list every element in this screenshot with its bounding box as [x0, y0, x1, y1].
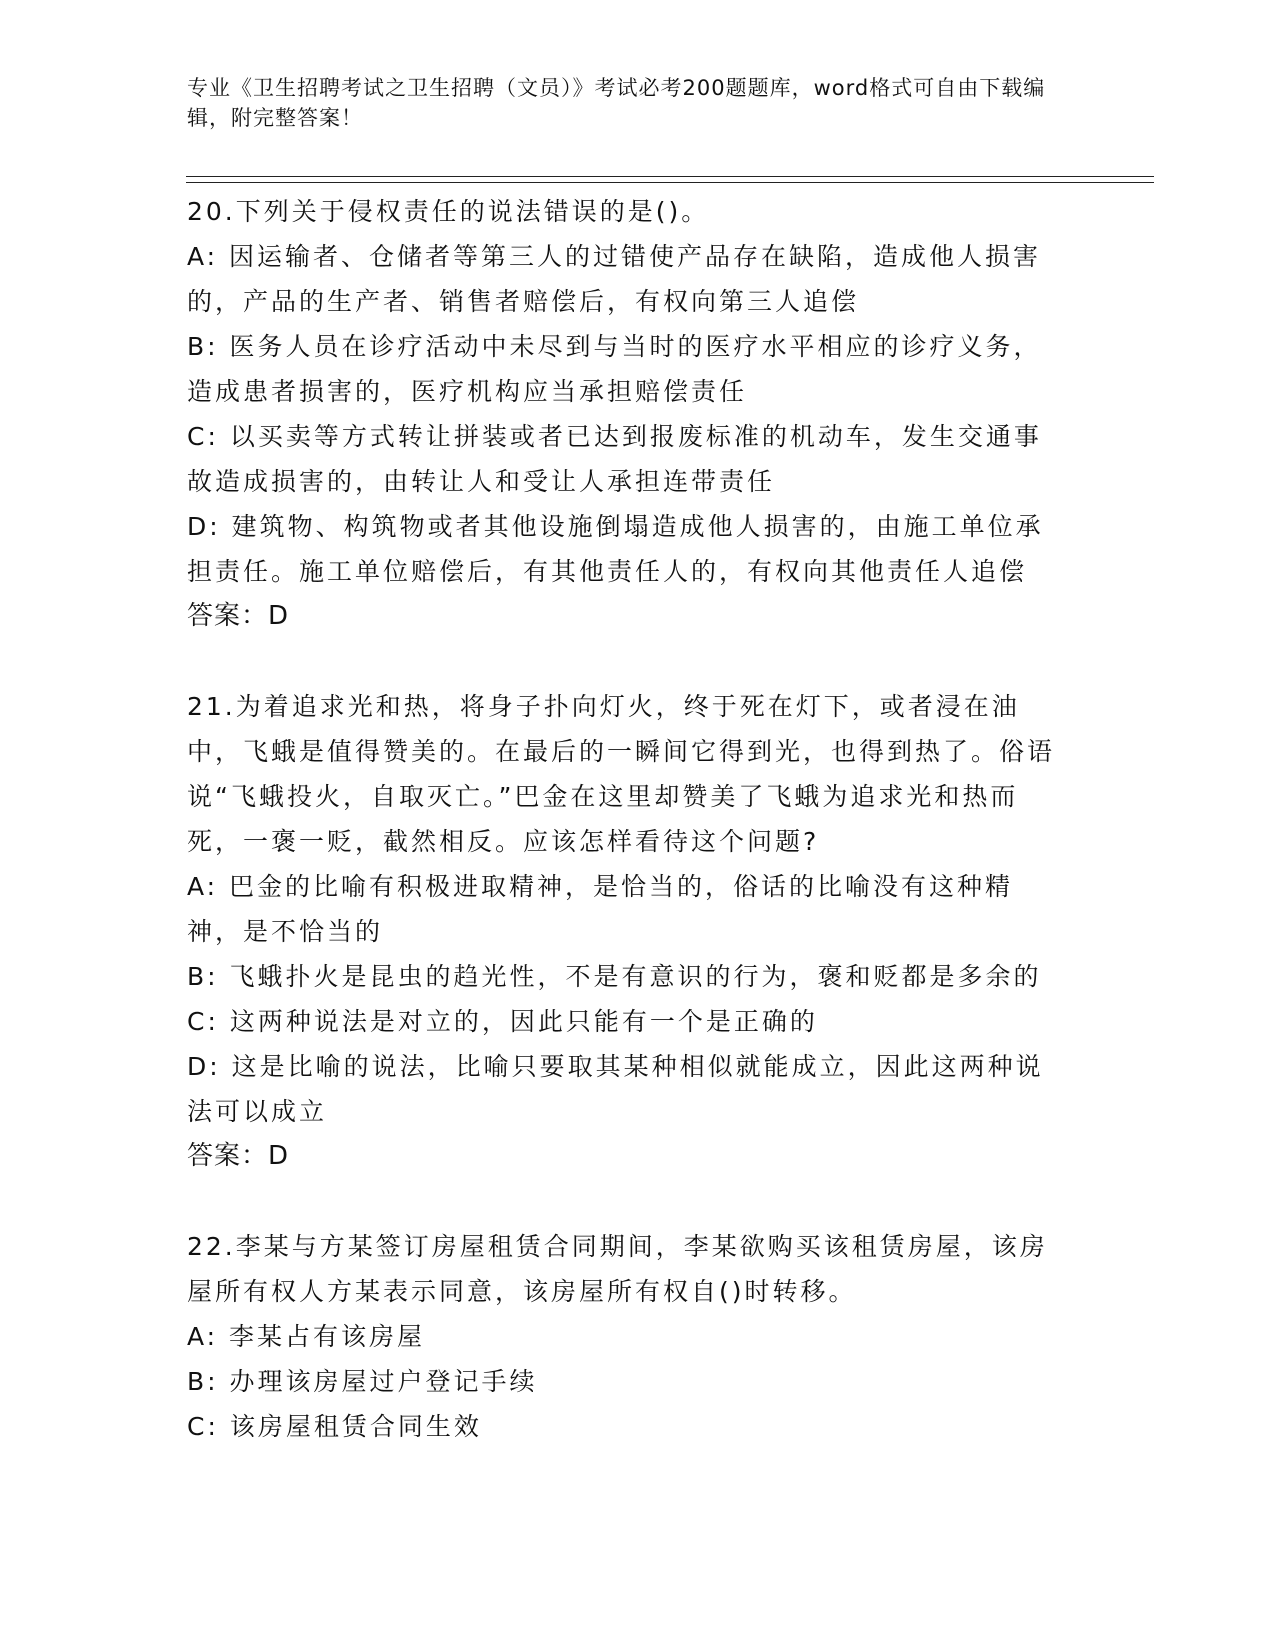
header-divider-top: [186, 176, 1154, 177]
question-20: [187, 189, 1067, 639]
option-b: B: 办理该房屋过户登记手续: [187, 1367, 538, 1396]
question-list: [187, 189, 1067, 1449]
option-b: B: 医务人员在诊疗活动中未尽到与当时的医疗水平相应的诊疗义务，造成患者损害的，医疗机构应当承担赔偿责任: [187, 332, 1042, 406]
answer: 答案：D: [187, 601, 290, 631]
option-b: B: 飞蛾扑火是昆虫的趋光性，不是有意识的行为，褒和贬都是多余的: [187, 962, 1042, 991]
option-a: A: 李某占有该房屋: [187, 1322, 426, 1351]
question-21: [187, 684, 1067, 1179]
question-stem: 20.下列关于侵权责任的说法错误的是()。: [187, 197, 710, 226]
answer: 答案：D: [187, 1141, 290, 1171]
question-stem: 22.李某与方某签订房屋租赁合同期间，李某欲购买该租赁房屋，该房屋所有权人方某表示同意，该房屋所有权自()时转移。: [187, 1232, 1048, 1306]
option-c: C: 以买卖等方式转让拼装或者已达到报废标准的机动车，发生交通事故造成损害的，由转让人和受让人承担连带责任: [187, 422, 1042, 496]
header-text: 专业《卫生招聘考试之卫生招聘（文员）》考试必考200题题库，word格式可自由下载编辑，附完整答案！: [187, 76, 1046, 130]
option-d: D: 建筑物、构筑物或者其他设施倒塌造成他人损害的，由施工单位承担责任。施工单位赔偿后，有其他责任人的，有权向其他责任人追偿: [187, 512, 1044, 586]
page-header: [187, 73, 1067, 133]
option-d: D: 这是比喻的说法，比喻只要取其某种相似就能成立，因此这两种说法可以成立: [187, 1052, 1044, 1126]
header-divider-bottom: [186, 182, 1154, 183]
option-a: A: 因运输者、仓储者等第三人的过错使产品存在缺陷，造成他人损害的，产品的生产者、销售者赔偿后，有权向第三人追偿: [187, 242, 1042, 316]
option-c: C: 该房屋租赁合同生效: [187, 1412, 482, 1441]
option-a: A: 巴金的比喻有积极进取精神，是恰当的，俗话的比喻没有这种精神，是不恰当的: [187, 872, 1014, 946]
question-stem: 21.为着追求光和热，将身子扑向灯火，终于死在灯下，或者浸在油中，飞蛾是值得赞美的。在最后的一瞬间它得到光，也得到热了。俗语说“飞蛾投火，自取灭亡。”巴金在这里却赞美了飞蛾为追求光和热而死，一褒一贬，截然相反。应该怎样看待这个问题?: [187, 692, 1056, 856]
question-22: [187, 1224, 1067, 1449]
option-c: C: 这两种说法是对立的，因此只能有一个是正确的: [187, 1007, 818, 1036]
